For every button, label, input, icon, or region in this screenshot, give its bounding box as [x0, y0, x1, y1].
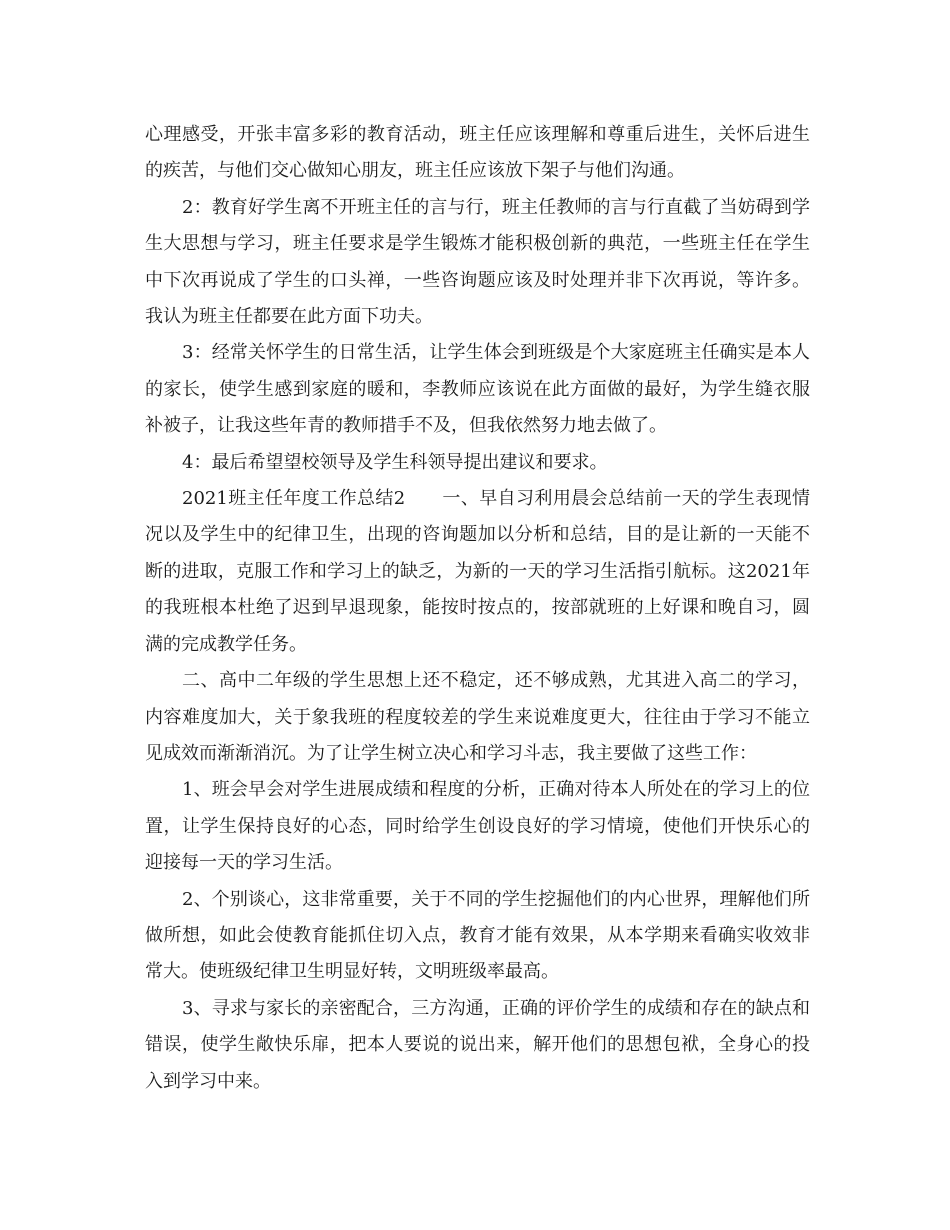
paragraph-6: 二、高中二年级的学生思想上还不稳定，还不够成熟，尤其进入高二的学习，内容难度加大，关于象我班的程度较差的学生来说难度更大，往往由于学习不能立见成效而渐渐消沉。为了让学生树立决心和学习斗志，我主要做了这些工作：	[145, 670, 810, 764]
paragraph-1: 心理感受，开张丰富多彩的教育活动，班主任应该理解和尊重后进生，关怀后进生的疾苦，与他们交心做知心朋友，班主任应该放下架子与他们沟通。	[145, 124, 810, 182]
paragraph-2: 2：教育好学生离不开班主任的言与行，班主任教师的言与行直截了当妨碍到学生大思想与学习，班主任要求是学生锻炼才能积极创新的典范，一些班主任在学生中下次再说成了学生的口头禅，一些咨询题应该及时处理并非下次再说，等许多。我认为班主任都要在此方面下功夫。	[145, 196, 810, 328]
paragraph-9: 3、寻求与家长的亲密配合，三方沟通，正确的评价学生的成绩和存在的缺点和错误，使学生敞快乐扉，把本人要说的说出来，解开他们的思想包袱，全身心的投入到学习中来。	[145, 997, 810, 1092]
paragraph-7: 1、班会早会对学生进展成绩和程度的分析，正确对待本人所处在的学习上的位置，让学生保持良好的心态，同时给学生创设良好的学习情境，使他们开快乐心的迎接每一天的学习生活。	[145, 779, 810, 874]
paragraph-8: 2、个别谈心，这非常重要，关于不同的学生挖掘他们的内心世界，理解他们所做所想，如此会使教育能抓住切入点，教育才能有效果，从本学期来看确实收效非常大。使班级纪律卫生明显好转，文明班级率最高。	[145, 888, 810, 983]
document-body	[145, 117, 810, 1100]
paragraph-5: 2021班主任年度工作总结2 一、早自习利用晨会总结前一天的学生表现情况以及学生中的纪律卫生，出现的咨询题加以分析和总结，目的是让新的一天能不断的进取，克服工作和学习上的缺乏，为新的一天的学习生活指引航标。这2021年的我班根本杜绝了迟到早退现象，能按时按点的，按部就班的上好课和晚自习，圆满的完成教学任务。	[145, 488, 810, 655]
paragraph-4: 4：最后希望望校领导及学生科领导提出建议和要求。	[182, 451, 608, 473]
paragraph-3: 3：经常关怀学生的日常生活，让学生体会到班级是个大家庭班主任确实是本人的家长，使学生感到家庭的暖和，李教师应该说在此方面做的最好，为学生缝衣服补被子，让我这些年青的教师措手不及，但我依然努力地去做了。	[145, 342, 810, 437]
